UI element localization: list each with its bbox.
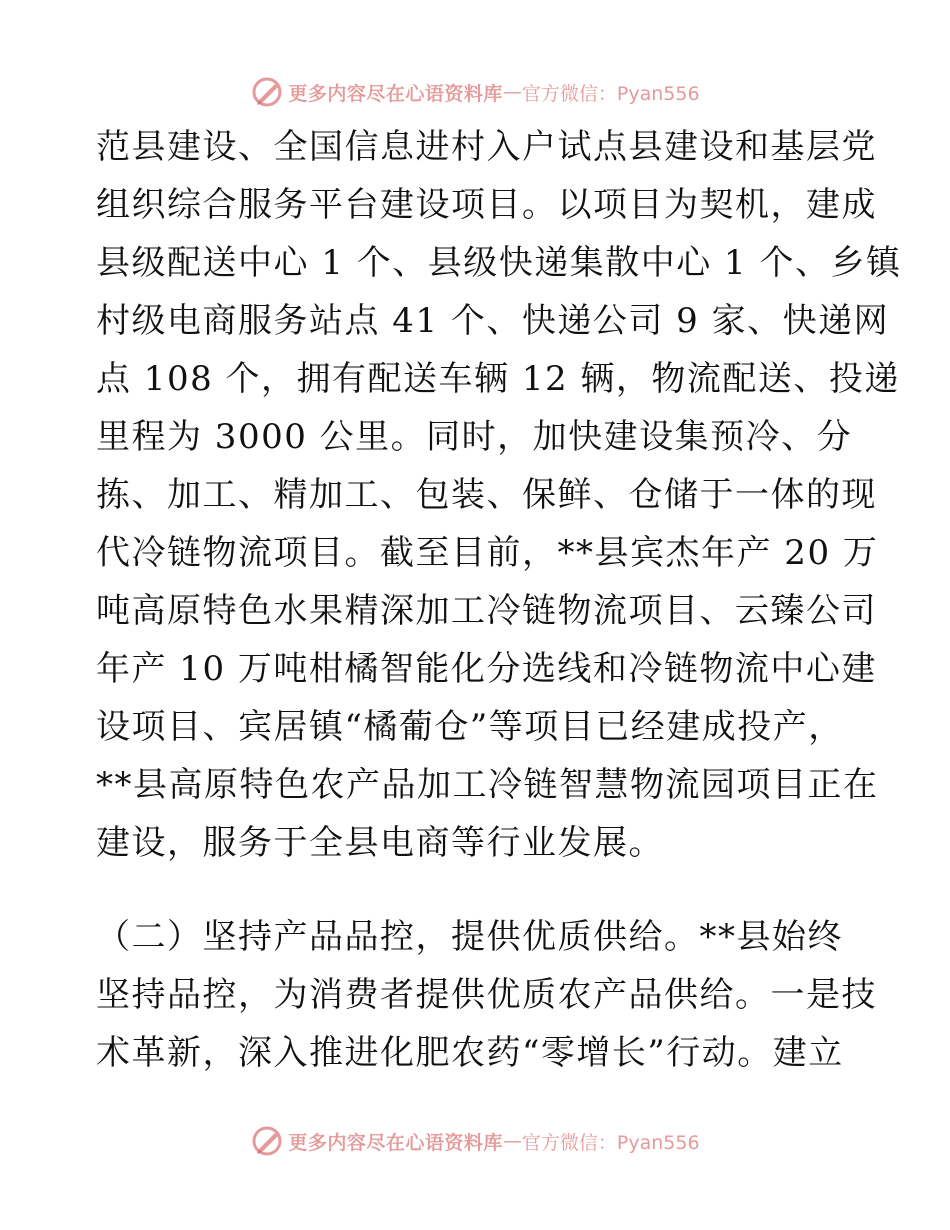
pen-circle-logo-icon [250,75,284,109]
text-line: 坚持品控，为消费者提供优质农产品供给。一是技 [96,975,877,1015]
footer-banner [0,1121,950,1161]
text-line: 里程为 3000 公里。同时，加快建设集预冷、分 [96,417,853,457]
text-line: 点 108 个，拥有配送车辆 12 辆，物流配送、投递 [96,359,900,399]
footer-separator: — [502,1130,522,1152]
header-separator: — [502,81,522,103]
text-line: 年产 10 万吨柑橘智能化分选线和冷链物流中心建 [96,649,877,689]
footer-slogan: 更多内容尽在心语资料库 [288,1131,503,1154]
text-line: 村级电商服务站点 41 个、快递公司 9 家、快递网 [96,301,890,341]
text-line: 拣、加工、精加工、包装、保鲜、仓储于一体的现 [96,475,877,515]
text-line: 建设，服务于全县电商等行业发展。 [96,823,664,863]
text-line: 设项目、宾居镇“橘葡仓”等项目已经建成投产， [96,707,844,747]
pen-circle-logo-icon [250,1124,284,1158]
header-slogan: 更多内容尽在心语资料库 [288,82,503,105]
text-line: 代冷链物流项目。截至目前，**县宾杰年产 20 万 [96,533,879,573]
text-line: 范县建设、全国信息进村入户试点县建设和基层党 [96,127,877,167]
footer-wechat: 官方微信：Pyan556 [521,1131,700,1154]
header-wechat: 官方微信：Pyan556 [521,82,700,105]
paragraph-1 [96,118,902,872]
text-line: 术革新，深入推进化肥农药“零增长”行动。建立 [96,1033,844,1073]
paragraph-2 [96,908,877,1082]
text-line: 县级配送中心 1 个、县级快递集散中心 1 个、乡镇 [96,243,902,283]
text-line: **县高原特色农产品加工冷链智慧物流园项目正在 [96,765,879,805]
text-line: 组织综合服务平台建设项目。以项目为契机，建成 [96,185,877,225]
document-body [96,118,902,1082]
header-banner [0,72,950,112]
text-line: 吨高原特色水果精深加工冷链物流项目、云臻公司 [96,591,877,631]
text-line: （二）坚持产品品控，提供优质供给。**县始终 [96,917,843,957]
